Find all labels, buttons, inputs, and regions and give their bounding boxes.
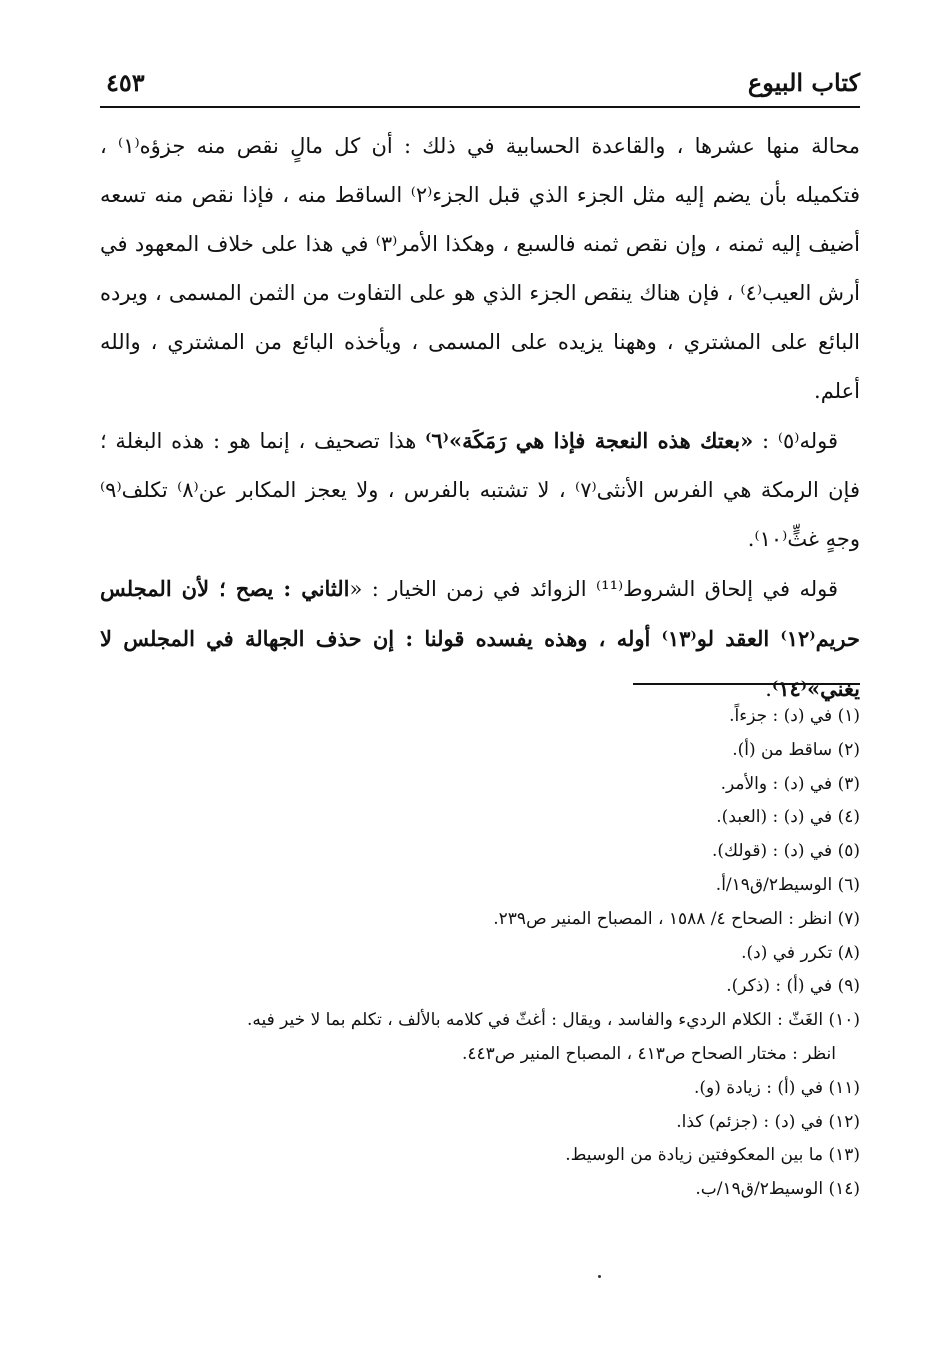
footnote-5: (٥) في (د) : (قولك). [712,841,860,862]
footnote-11: (١١) في (أ) : زيادة (و). [693,1077,860,1098]
footnote-13: (١٣) ما بين المعكوفتين زيادة من الوسيط. [565,1145,860,1166]
footnote-1: (١) في (د) : جزءاً. [729,706,860,726]
paragraph-2-rest: هذا تصحيف ، إنما هو : هذه البغلة ؛ فإن الرمكة هي الفرس الأنثى⁽٧⁾ ، لا تشتبه بالفرس ، ولا يعجز المكابر عن⁽٨⁾ تكلف⁽٩⁾ وجهٍ غثٍّ⁽١٠⁾. [100,429,860,551]
footnote-10-continued: انظر : مختار الصحاح ص٤١٣ ، المصباح المنير ص٤٤٣. [461,1043,836,1064]
footnote-6: (٦) الوسيط٢/ق١٩/أ. [715,874,860,895]
quoted-rule-bold: الثاني : يصح ؛ لأن المجلس حريم⁽١٢⁾ العقد لو⁽١٣⁾ أوله ، وهذه يفسده قولنا : إن حذف الجهالة في المجلس لا يغني»⁽١٤⁾ [100,576,860,701]
stray-mark [598,1275,601,1278]
footnote-4: (٤) في (د) : (العبد). [716,807,860,828]
footnote-3: (٣) في (د) : والأمر. [720,773,860,794]
footnote-separator [633,683,860,685]
paragraph-1: محالة منها عشرها ، والقاعدة الحسابية في ذلك : أن كل مالٍ نقص منه جزؤه⁽١⁾ ، فتكميله بأن يضم إليه مثل الجزء الذي قبل الجزء⁽٢⁾ الساقط منه ، فإذا نقص منه تسعه أضيف إليه ثمنه ، وإن نقص ثمنه فالسبع ، وهكذا الأمر⁽٣⁾ في هذا على خلاف المعهود في أرش العيب⁽٤⁾ ، فإن هناك ينقص الجزء الذي هو على التفاوت من الثمن المسمى ، ويرده البائع على المشتري ، وههنا يزيده على المسمى ، ويأخذه البائع من المشتري ، والله أعلم. [100,134,860,403]
paragraph-2 [100,416,860,564]
footnote-12: (١٢) في (د) : (جزئم) كذا. [676,1111,860,1132]
paragraph-3-end: . [765,677,772,701]
footnote-10: (١٠) الغَثّ : الكلام الرديء والفاسد ، ويقال : أغثّ في كلامه بالألف ، تكلم بما لا خير فيه. [246,1010,860,1031]
page-number: ٤٥٣ [106,68,145,97]
quoted-text-bold: «بعتك هذه النعجة فإذا هي رَمَكَة»⁽٦⁾ [425,428,754,453]
footnote-9: (٩) في (أ) : (ذكر). [726,976,860,997]
footnote-14: (١٤) الوسيط٢/ق١٩/ب. [695,1179,860,1200]
paragraph-3 [100,564,860,714]
paragraph-2-lead: قوله⁽٥⁾ : [753,429,838,453]
page-header [100,66,860,108]
paragraph-3-lead: قوله في إلحاق الشروط⁽¹¹⁾ الزوائد في زمن الخيار : « [349,577,838,601]
footnote-8: (٨) تكرر في (د). [741,942,860,963]
footnote-2: (٢) ساقط من (أ). [732,739,860,760]
footnotes [100,700,860,1207]
chapter-title: كتاب البيوع [747,68,860,97]
main-text [100,122,860,714]
footnote-7: (٧) انظر : الصحاح ٤/ ١٥٨٨ ، المصباح المنير ص٢٣٩. [493,908,860,929]
